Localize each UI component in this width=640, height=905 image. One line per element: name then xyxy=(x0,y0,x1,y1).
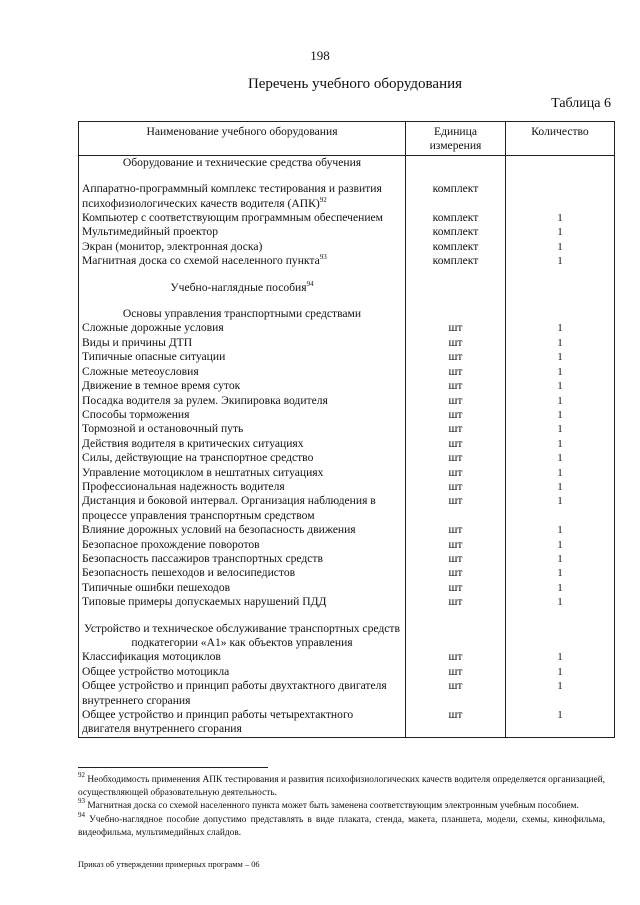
table-label: Таблица 6 xyxy=(551,96,611,111)
spacer-row xyxy=(79,295,615,307)
item-name xyxy=(79,408,406,422)
item-unit: шт xyxy=(406,321,506,335)
item-name xyxy=(79,379,406,393)
item-quantity: 1 xyxy=(506,211,615,225)
footnote-ref: 93 xyxy=(319,253,327,262)
item-quantity: 1 xyxy=(506,650,615,664)
item-quantity: 1 xyxy=(506,494,615,523)
item-unit: шт xyxy=(406,552,506,566)
header-name: Наименование учебного оборудования xyxy=(79,122,406,156)
item-unit xyxy=(406,307,506,321)
item-quantity: 1 xyxy=(506,466,615,480)
item-name xyxy=(79,650,406,664)
item-name-text: Виды и причины ДТП xyxy=(82,335,193,349)
item-unit xyxy=(406,622,506,651)
item-quantity: 1 xyxy=(506,451,615,465)
item-unit: шт xyxy=(406,437,506,451)
item-name xyxy=(79,708,406,737)
item-name xyxy=(79,336,406,350)
item-name xyxy=(79,566,406,580)
item-unit: шт xyxy=(406,494,506,523)
item-unit: шт xyxy=(406,350,506,364)
table-row xyxy=(79,422,615,436)
item-quantity xyxy=(506,155,615,170)
item-name-text: Типовые примеры допускаемых нарушений ПДД xyxy=(82,595,327,609)
table-row xyxy=(79,350,615,364)
document-footer: Приказ об утверждении примерных программ – 06 xyxy=(78,860,260,869)
item-quantity xyxy=(506,610,615,622)
table-row xyxy=(79,595,615,609)
item-quantity: 1 xyxy=(506,552,615,566)
footnote-number: 92 xyxy=(78,771,85,779)
item-unit: шт xyxy=(406,451,506,465)
item-name xyxy=(79,211,406,225)
item-name-text: Безопасность пешеходов и велосипедистов xyxy=(82,566,296,580)
footnote-text: Учебно-наглядное пособие допустимо представлять в виде плаката, стенда, макета, планшета, модели, схемы, кинофильма, видеофильма, мультимедийных слайдов. xyxy=(78,814,606,838)
table-row xyxy=(79,523,615,537)
item-name xyxy=(79,394,406,408)
table-row xyxy=(79,581,615,595)
item-quantity: 1 xyxy=(506,437,615,451)
item-name-text: Общее устройство мотоцикла xyxy=(82,664,230,678)
item-quantity: 1 xyxy=(506,336,615,350)
section-row xyxy=(79,622,615,651)
item-quantity: 1 xyxy=(506,538,615,552)
item-quantity: 1 xyxy=(506,408,615,422)
item-quantity xyxy=(506,182,615,211)
section-title xyxy=(79,155,406,170)
item-name-text: Общее устройство и принцип работы двухтактного двигателя внутреннего сгорания xyxy=(82,679,387,707)
item-name xyxy=(79,295,406,307)
item-name-text: Управление мотоциклом в нештатных ситуациях xyxy=(82,465,324,479)
table-row xyxy=(79,437,615,451)
item-unit: шт xyxy=(406,665,506,679)
item-quantity: 1 xyxy=(506,480,615,494)
footnote xyxy=(78,771,606,800)
item-quantity: 1 xyxy=(506,394,615,408)
item-name-text: Безопасное прохождение поворотов xyxy=(82,537,260,551)
item-quantity: 1 xyxy=(506,350,615,364)
item-quantity: 1 xyxy=(506,581,615,595)
item-unit xyxy=(406,155,506,170)
item-unit: комплект xyxy=(406,211,506,225)
item-name-text: Аппаратно-программный комплекс тестирования и развития психофизиологических качеств водителя (АПК) xyxy=(82,182,382,210)
header-quantity: Количество xyxy=(506,122,615,156)
table-row xyxy=(79,321,615,335)
table-row xyxy=(79,708,615,737)
table-row xyxy=(79,211,615,225)
item-name-text: Силы, действующие на транспортное средство xyxy=(82,451,314,465)
item-quantity xyxy=(506,281,615,295)
table-row xyxy=(79,408,615,422)
item-name xyxy=(79,494,406,523)
table-row xyxy=(79,552,615,566)
table-row xyxy=(79,254,615,268)
spacer-row xyxy=(79,610,615,622)
footnote-divider xyxy=(78,767,268,768)
item-name-text: Классификация мотоциклов xyxy=(82,650,221,664)
item-unit: шт xyxy=(406,365,506,379)
item-unit: шт xyxy=(406,523,506,537)
section-row xyxy=(79,155,615,170)
item-quantity: 1 xyxy=(506,523,615,537)
footnotes xyxy=(78,771,606,840)
table-row xyxy=(79,451,615,465)
item-name xyxy=(79,170,406,182)
item-name xyxy=(79,240,406,254)
section-title xyxy=(79,622,406,651)
item-name xyxy=(79,466,406,480)
header-unit: Единица измерения xyxy=(406,122,506,156)
footnote-number: 93 xyxy=(78,797,85,806)
item-name-text: Действия водителя в критических ситуациях xyxy=(82,436,304,450)
item-quantity: 1 xyxy=(506,595,615,609)
item-unit: комплект xyxy=(406,182,506,211)
item-name xyxy=(79,610,406,622)
footnote-ref: 94 xyxy=(306,279,314,288)
item-unit xyxy=(406,610,506,622)
item-name-text: Безопасность пассажиров транспортных средств xyxy=(82,551,323,565)
item-unit: комплект xyxy=(406,254,506,268)
item-name xyxy=(79,595,406,609)
footnote xyxy=(78,810,606,840)
item-quantity: 1 xyxy=(506,665,615,679)
item-name-text: Тормозной и остановочный путь xyxy=(82,422,244,436)
item-unit xyxy=(406,281,506,295)
item-name-text: Общее устройство и принцип работы четырехтактного двигателя внутреннего сгорания xyxy=(82,708,354,736)
item-unit: шт xyxy=(406,566,506,580)
footnote-number: 94 xyxy=(78,810,85,819)
item-name xyxy=(79,581,406,595)
item-unit: шт xyxy=(406,422,506,436)
item-name-text: Магнитная доска со схемой населенного пункта xyxy=(82,254,320,268)
item-unit: шт xyxy=(406,595,506,609)
footnote-ref: 92 xyxy=(319,195,327,204)
item-unit: шт xyxy=(406,538,506,552)
item-name-text: Типичные опасные ситуации xyxy=(82,350,226,364)
item-name xyxy=(79,422,406,436)
item-name xyxy=(79,552,406,566)
item-quantity: 1 xyxy=(506,379,615,393)
table-row xyxy=(79,182,615,211)
item-unit: шт xyxy=(406,408,506,422)
table-row xyxy=(79,466,615,480)
item-name xyxy=(79,365,406,379)
item-unit: шт xyxy=(406,581,506,595)
equipment-table xyxy=(78,121,615,738)
item-quantity xyxy=(506,295,615,307)
document-title: Перечень учебного оборудования xyxy=(247,76,463,92)
table-row xyxy=(79,379,615,393)
footnote xyxy=(78,797,605,813)
item-quantity: 1 xyxy=(506,225,615,239)
item-unit: комплект xyxy=(406,225,506,239)
item-quantity: 1 xyxy=(506,708,615,737)
section-title xyxy=(79,281,406,295)
item-name-text: Сложные метеоусловия xyxy=(82,364,199,378)
table-row xyxy=(79,665,615,679)
item-quantity: 1 xyxy=(506,254,615,268)
item-unit: шт xyxy=(406,336,506,350)
section-title-text: Основы управления транспортными средствами xyxy=(122,307,362,321)
item-unit: шт xyxy=(406,466,506,480)
item-name xyxy=(79,254,406,268)
item-unit xyxy=(406,269,506,281)
item-name xyxy=(79,225,406,239)
item-quantity: 1 xyxy=(506,240,615,254)
item-name-text: Сложные дорожные условия xyxy=(82,321,224,335)
item-unit: комплект xyxy=(406,240,506,254)
item-name xyxy=(79,523,406,537)
item-name xyxy=(79,321,406,335)
table-row xyxy=(79,538,615,552)
item-name-text: Экран (монитор, электронная доска) xyxy=(82,239,263,253)
footnote-text: Необходимость применения АПК тестирования и развития психофизиологических качеств водителя определяется организацией, осуществляющей образовательную деятельность. xyxy=(78,775,606,799)
item-quantity xyxy=(506,170,615,182)
item-name xyxy=(79,182,406,211)
table-row xyxy=(79,394,615,408)
section-title-text: Учебно-наглядные пособия xyxy=(170,280,307,294)
item-quantity xyxy=(506,307,615,321)
item-name-text: Мультимедийный проектор xyxy=(82,225,219,239)
table-row xyxy=(79,336,615,350)
section-title xyxy=(79,307,406,321)
item-name xyxy=(79,350,406,364)
page-number: 198 xyxy=(310,48,330,63)
item-unit: шт xyxy=(406,379,506,393)
item-quantity: 1 xyxy=(506,679,615,708)
item-unit xyxy=(406,295,506,307)
footnote-text: Магнитная доска со схемой населенного пункта может быть заменена соответствующим электронным учебным пособием. xyxy=(87,801,579,812)
item-name xyxy=(79,437,406,451)
item-quantity: 1 xyxy=(506,321,615,335)
item-unit: шт xyxy=(406,650,506,664)
section-title-text: Устройство и техническое обслуживание транспортных средств подкатегории «А1» как объектов управления xyxy=(84,621,400,649)
table-row xyxy=(79,679,615,708)
item-name xyxy=(79,665,406,679)
table-row xyxy=(79,650,615,664)
item-unit xyxy=(406,170,506,182)
section-row xyxy=(79,307,615,321)
section-title-text: Оборудование и технические средства обучения xyxy=(122,155,362,169)
item-unit: шт xyxy=(406,679,506,708)
item-name xyxy=(79,451,406,465)
item-name xyxy=(79,679,406,708)
item-unit: шт xyxy=(406,708,506,737)
spacer-row xyxy=(79,170,615,182)
table-row xyxy=(79,566,615,580)
section-row xyxy=(79,281,615,295)
item-name xyxy=(79,480,406,494)
table-row xyxy=(79,494,615,523)
table-row xyxy=(79,225,615,239)
item-name-text: Профессиональная надежность водителя xyxy=(82,479,285,493)
item-name-text: Типичные ошибки пешеходов xyxy=(82,580,231,594)
item-name-text: Компьютер с соответствующим программным обеспечением xyxy=(82,211,384,225)
item-unit: шт xyxy=(406,394,506,408)
item-quantity xyxy=(506,622,615,651)
item-name xyxy=(79,538,406,552)
table-row xyxy=(79,365,615,379)
spacer-row xyxy=(79,269,615,281)
table-row xyxy=(79,240,615,254)
item-name xyxy=(79,269,406,281)
item-quantity: 1 xyxy=(506,422,615,436)
item-name-text: Влияние дорожных условий на безопасность движения xyxy=(82,523,356,537)
item-name-text: Движение в темное время суток xyxy=(82,379,241,393)
item-unit: шт xyxy=(406,480,506,494)
item-name-text: Способы торможения xyxy=(82,407,190,421)
item-name-text: Дистанция и боковой интервал. Организация наблюдения в процессе управления транспортным средством xyxy=(82,494,376,522)
table-header-row xyxy=(79,122,615,156)
item-quantity: 1 xyxy=(506,365,615,379)
item-name-text: Посадка водителя за рулем. Экипировка водителя xyxy=(82,393,328,407)
item-quantity xyxy=(506,269,615,281)
item-quantity: 1 xyxy=(506,566,615,580)
table-row xyxy=(79,480,615,494)
